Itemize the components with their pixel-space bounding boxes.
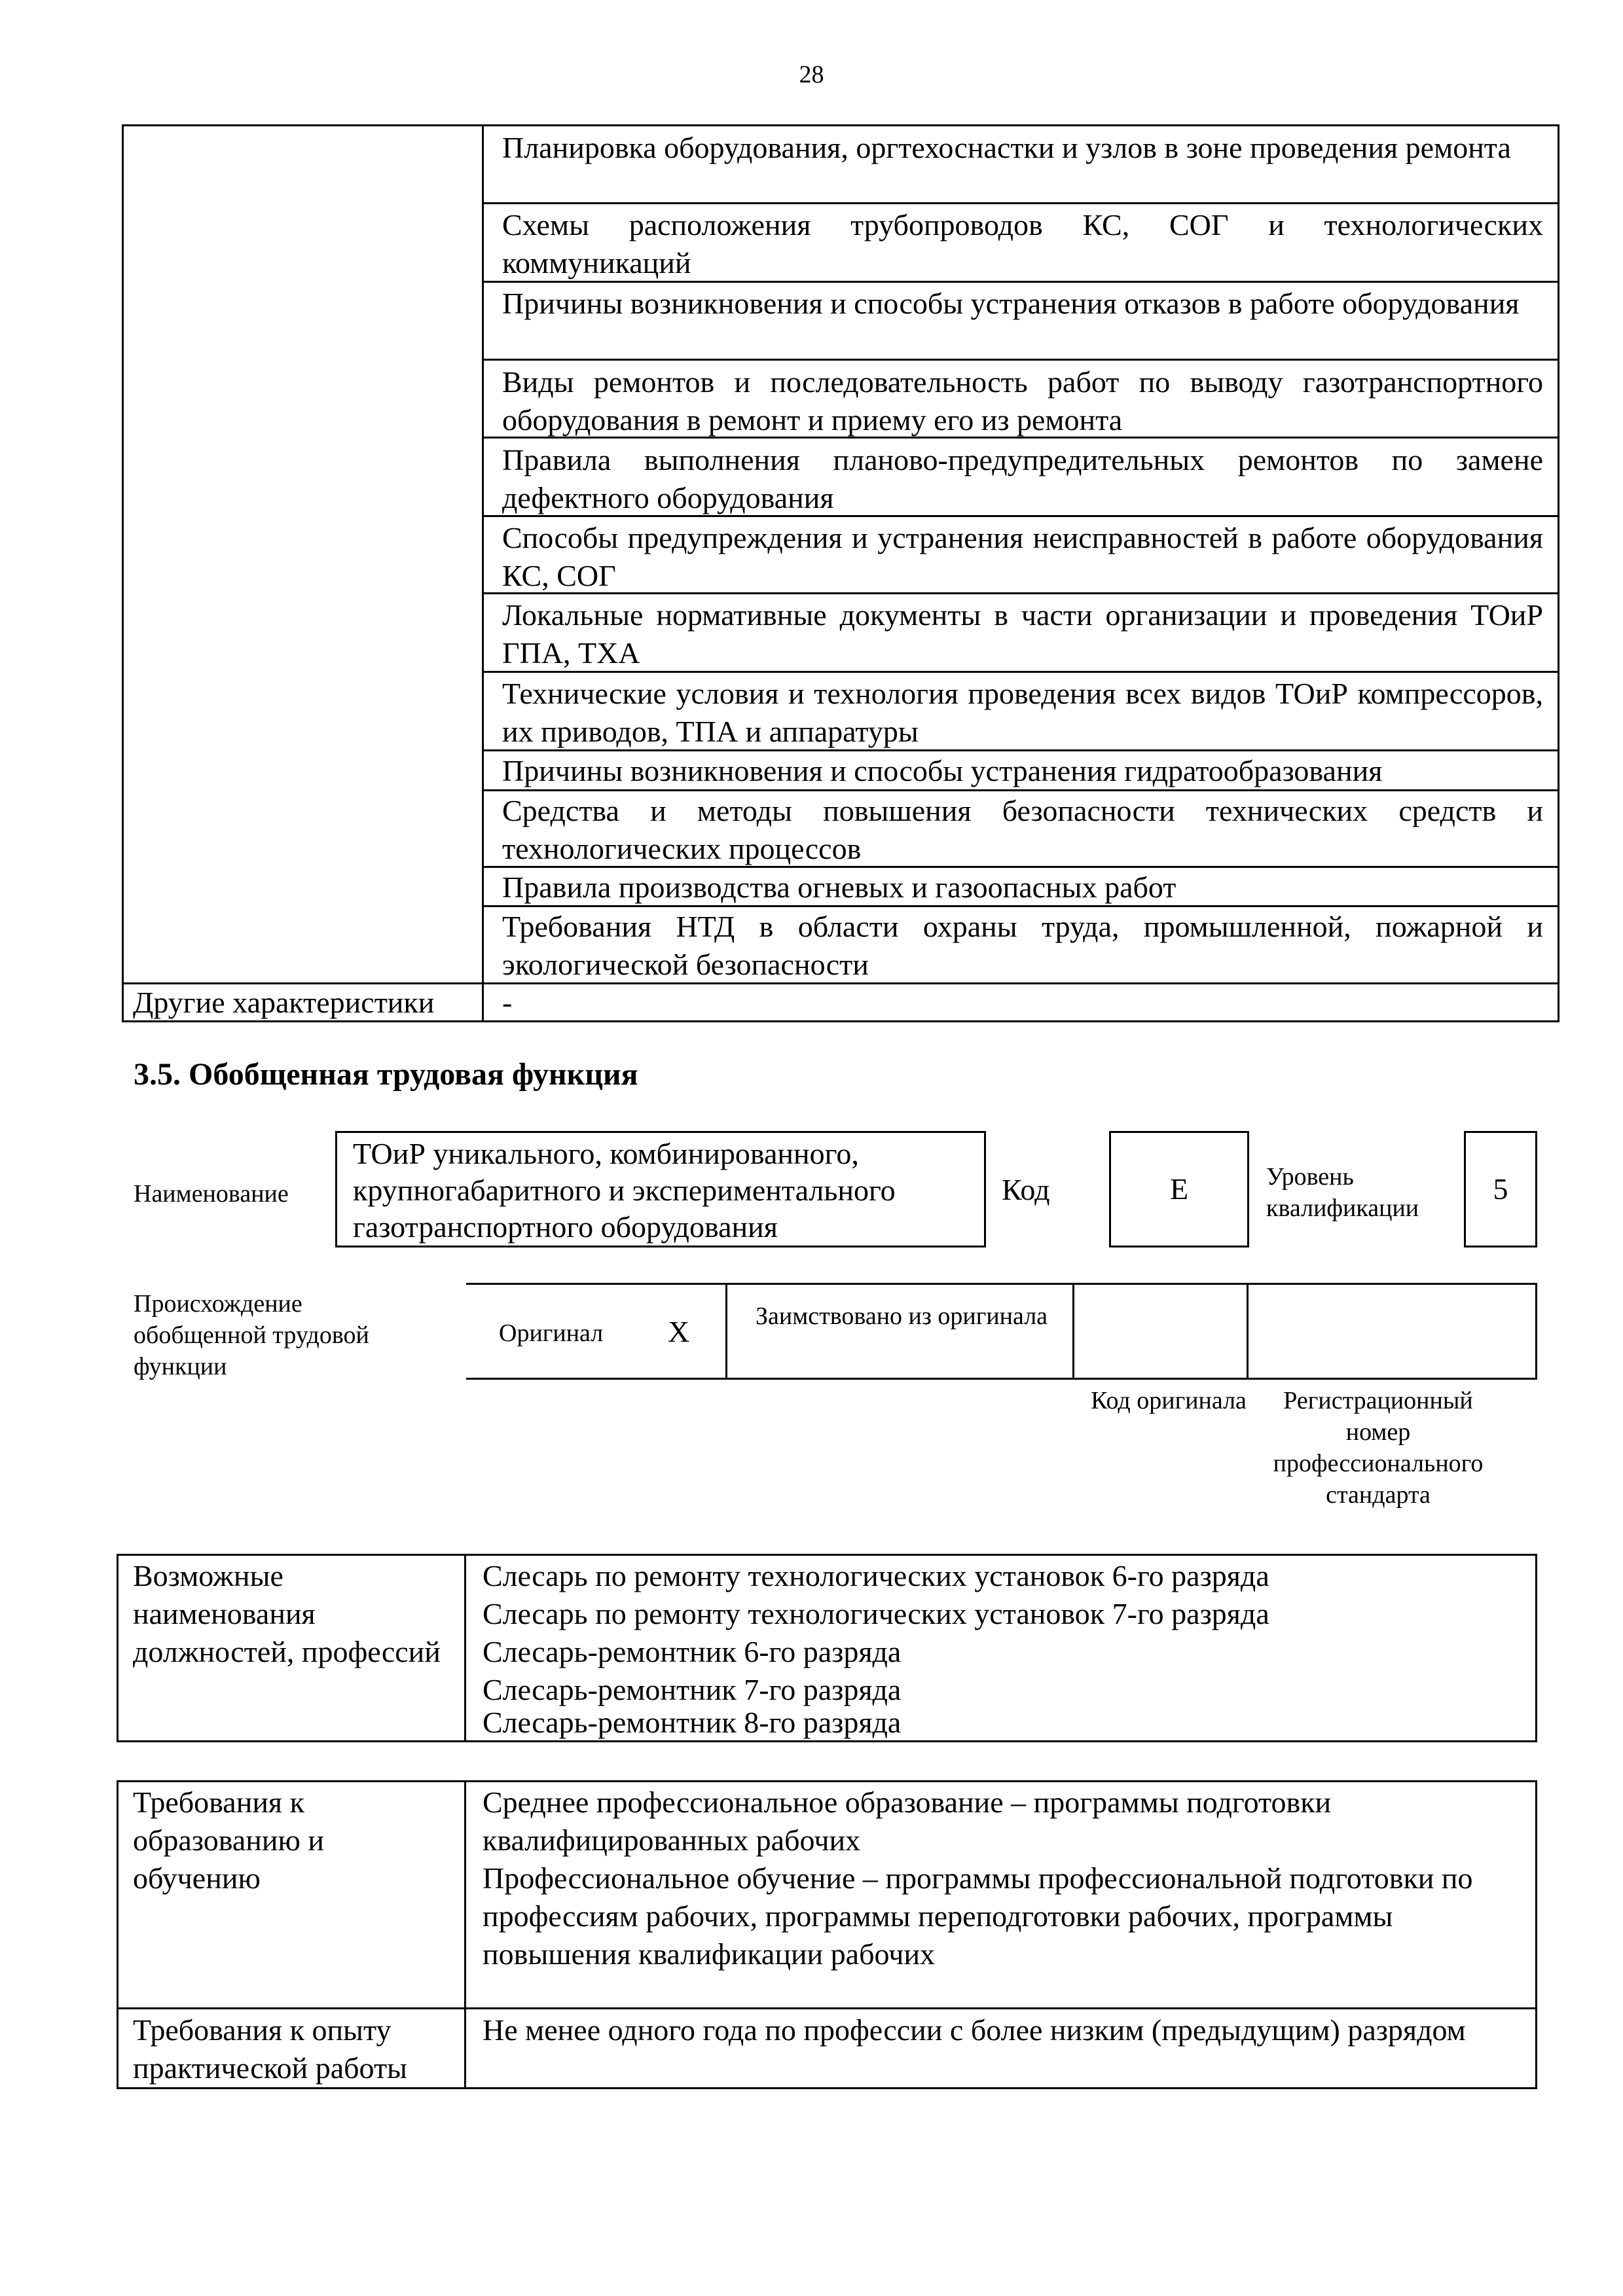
- original-label: Оригинал: [499, 1319, 604, 1347]
- name-value: ТОиР уникального, комбинированного, крупногабаритного и экспериментального газотранспортного оборудования: [353, 1137, 896, 1244]
- origin-table: [466, 1283, 1537, 1380]
- original-mark: X: [668, 1315, 690, 1348]
- position-item: Слесарь-ремонтник 8-го разряда: [483, 1706, 902, 1739]
- knowledge-table: [122, 124, 1559, 1022]
- knowledge-item: Планировка оборудования, оргтехоснастки и узлов в зоне проведения ремонта: [502, 131, 1511, 164]
- level-value: 5: [1493, 1172, 1508, 1206]
- knowledge-item: Технические условия и технология проведения всех видов ТОиР компрессоров, их приводов, ТПА и аппаратуры: [502, 677, 1543, 748]
- level-box: [1464, 1131, 1537, 1247]
- knowledge-item: Виды ремонтов и последовательность работ по выводу газотранспортного оборудования в ремонт и приему его из ремонта: [502, 365, 1543, 437]
- education-item: Профессиональное обучение – программы профессиональной подготовки по профессиям рабочих, программы переподготовки рабочих, программы повышения квалификации рабочих: [483, 1861, 1473, 1971]
- position-item: Слесарь по ремонту технологических установок 6-го разряда: [483, 1559, 1269, 1592]
- name-box: [335, 1131, 986, 1247]
- education-item: Среднее профессиональное образование – программы подготовки квалифицированных рабочих: [483, 1785, 1332, 1857]
- origin-label: Происхождение обобщенной трудовой функции: [134, 1290, 369, 1380]
- level-label: Уровень квалификации: [1266, 1163, 1419, 1222]
- experience-label: Требования к опыту практической работы: [133, 2013, 407, 2085]
- code-label: Код: [1002, 1173, 1050, 1206]
- code-value: E: [1169, 1172, 1189, 1206]
- reg-number-caption: Регистрационный номер профессионального стандарта: [1273, 1387, 1484, 1509]
- education-label: Требования к образованию и обучению: [133, 1785, 324, 1895]
- requirements-table: [117, 1780, 1537, 2089]
- section-heading: 3.5. Обобщенная трудовая функция: [134, 1057, 638, 1092]
- position-item: Слесарь по ремонту технологических установок 7-го разряда: [483, 1597, 1269, 1630]
- borrowed-label: Заимствовано из оригинала: [755, 1302, 1048, 1330]
- knowledge-item: Правила производства огневых и газоопасных работ: [502, 870, 1176, 904]
- knowledge-item: Требования НТД в области охраны труда, промышленной, пожарной и экологической безопасности: [502, 910, 1543, 981]
- experience-value: Не менее одного года по профессии с более низким (предыдущим) разрядом: [483, 2013, 1466, 2047]
- knowledge-item: Средства и методы повышения безопасности технических средств и технологических процессов: [502, 794, 1543, 865]
- position-item: Слесарь-ремонтник 6-го разряда: [483, 1635, 902, 1668]
- knowledge-item: Правила выполнения планово-предупредительных ремонтов по замене дефектного оборудования: [502, 443, 1543, 514]
- position-item: Слесарь-ремонтник 7-го разряда: [483, 1673, 902, 1706]
- page-number: 28: [799, 61, 824, 88]
- positions-label: Возможные наименования должностей, профессий: [133, 1559, 441, 1668]
- knowledge-item: Причины возникновения и способы устранения гидратообразования: [502, 754, 1383, 787]
- name-label: Наименование: [134, 1180, 289, 1208]
- positions-table: [117, 1554, 1537, 1742]
- other-characteristics-label: Другие характеристики: [133, 986, 435, 1019]
- knowledge-item: Способы предупреждения и устранения неисправностей в работе оборудования КС, СОГ: [502, 521, 1543, 592]
- knowledge-item: Локальные нормативные документы в части организации и проведения ТОиР ГПА, ТХА: [502, 598, 1543, 670]
- knowledge-item: Схемы расположения трубопроводов КС, СОГ и технологических коммуникаций: [502, 208, 1543, 279]
- other-characteristics-value: -: [502, 986, 513, 1019]
- knowledge-item: Причины возникновения и способы устранения отказов в работе оборудования: [502, 287, 1520, 320]
- code-original-caption: Код оригинала: [1091, 1387, 1247, 1414]
- code-box: [1109, 1131, 1249, 1247]
